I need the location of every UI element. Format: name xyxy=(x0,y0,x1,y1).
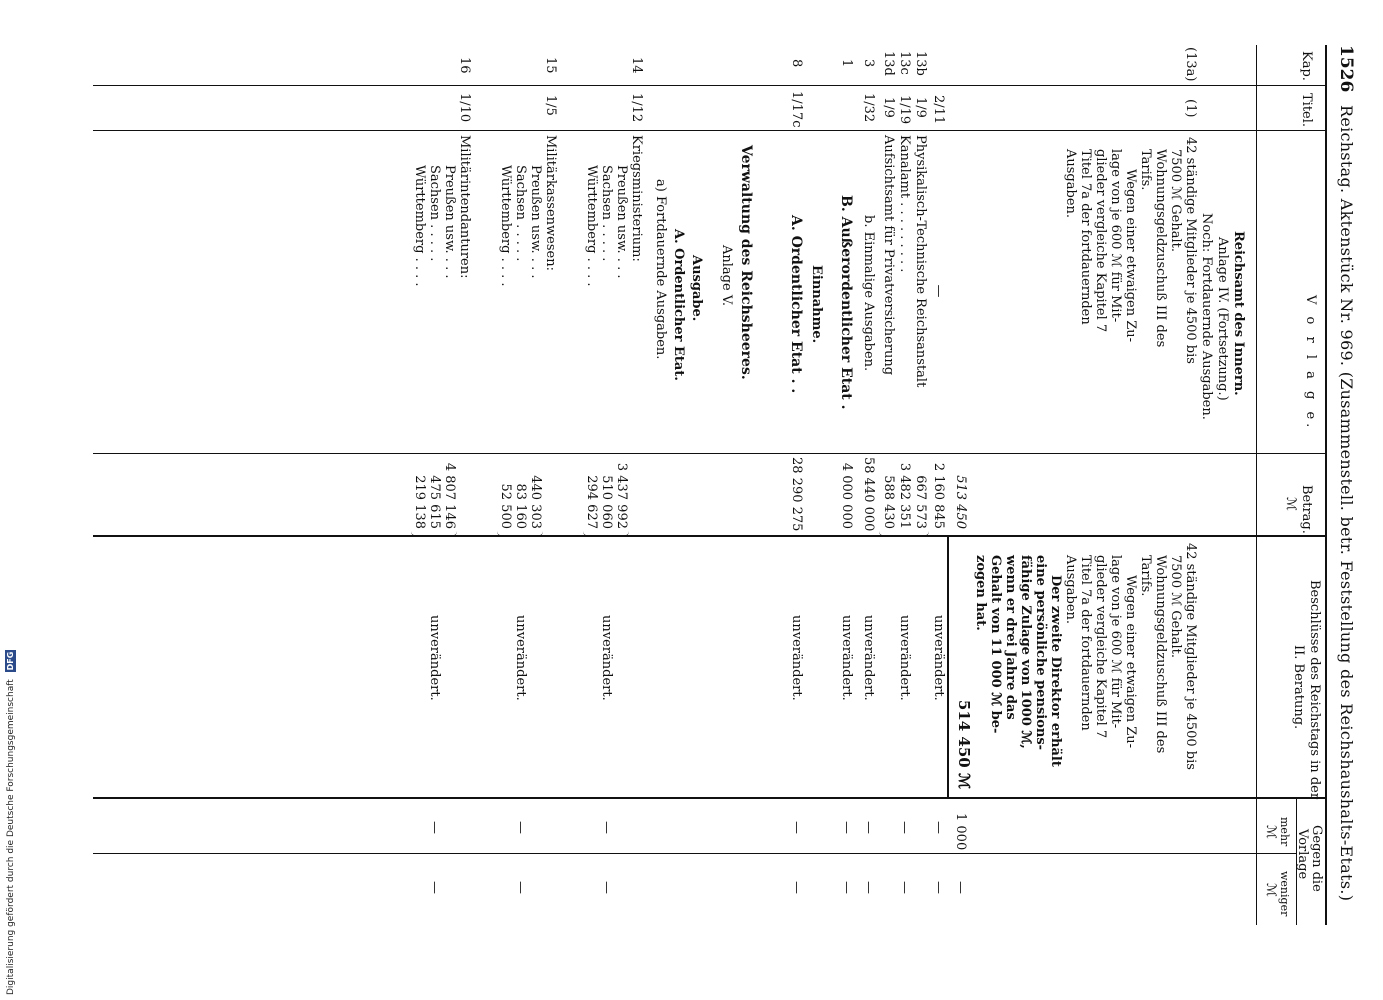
group-item-value: 294 627 xyxy=(584,475,599,529)
beschluss-einmalige: unverändert. xyxy=(861,615,876,701)
titel-13b: 1/9 xyxy=(913,97,928,118)
rule-kap xyxy=(93,85,1327,86)
betrag-einmalige: 58 440 000 xyxy=(861,457,876,532)
group-item-name: Preußen usw. . . . xyxy=(442,165,457,279)
beschluss-line: Tarifs. xyxy=(1138,555,1153,597)
text-13c: Kanalamt . . . . . . . . . xyxy=(897,135,912,273)
group-item-value: 440 303 xyxy=(528,475,543,529)
page-number: 1526 xyxy=(1336,45,1356,93)
row-dash: — xyxy=(931,284,946,298)
col-titel: Titel. xyxy=(1299,93,1314,128)
group-item-name: Preußen usw. . . . xyxy=(528,165,543,279)
titel-1: (1) xyxy=(1183,99,1198,118)
group-mehr: — xyxy=(599,821,614,834)
heer-etat: A. Ordentlicher Etat. xyxy=(671,229,686,381)
rule-gegen xyxy=(1296,797,1297,925)
titel-15: 1/5 xyxy=(543,95,558,116)
brace-13 xyxy=(879,531,929,537)
vorlage-line: 42 ständige Mitglieder je 4500 bis xyxy=(1183,137,1198,364)
vorlage-line: Ausgaben. xyxy=(1063,149,1078,219)
group-item-name: Württemberg . . . . xyxy=(584,165,599,287)
vorlage-line: lage von je 600 ℳ für Mit- xyxy=(1108,149,1123,323)
titel-2-11: 2/11 xyxy=(931,95,946,125)
weniger-ausserordentlich: — xyxy=(839,881,854,894)
group-weniger: — xyxy=(599,881,614,894)
betrag-ausserordentlich: 4 000 000 xyxy=(839,462,854,529)
titel-16: 1/10 xyxy=(457,93,472,123)
col-mehr-unit: ℳ xyxy=(1263,825,1278,839)
beschluss-bold-line: wenn er drei Jahre das xyxy=(1003,555,1018,720)
titel-1-32: 1/32 xyxy=(861,93,876,123)
group-mehr: — xyxy=(513,821,528,834)
brace-15 xyxy=(497,531,543,537)
titel-1-17c: 1/17c xyxy=(789,91,804,128)
group-item-value: 52 500 xyxy=(498,483,513,529)
text-13b: Physikalisch-Technische Reichsanstalt xyxy=(913,135,928,388)
kap-8: 8 xyxy=(789,59,804,68)
credit-text: Digitalisierung gefördert durch die Deutsche Forschungsgemeinschaft xyxy=(6,679,16,995)
betrag-2-11: 2 160 845 xyxy=(931,462,946,529)
beschluss-subtotal: 514 450 ℳ xyxy=(955,699,973,789)
dfg-logo: DFG xyxy=(6,651,15,671)
beschluss-line: Ausgaben. xyxy=(1063,555,1078,625)
einnahme-text: A. Ordentlicher Etat . . xyxy=(788,215,804,394)
beschluss-2-11: unverändert. xyxy=(931,615,946,701)
kap-3: 3 xyxy=(861,59,876,68)
text-ausserordentlich: B. Außerordentlicher Etat . xyxy=(838,195,854,410)
group-item-name: Sachsen . . . . . xyxy=(427,165,442,262)
kap-13d: 13d xyxy=(881,51,896,76)
vorlage-line: Titel 7a der fortdauernden xyxy=(1078,149,1093,325)
col-betrag-unit: ℳ xyxy=(1283,497,1298,511)
betrag-13b: 667 573 xyxy=(913,475,928,529)
rotated-page xyxy=(93,45,1356,925)
vorlage-line: Wegen einer etwaigen Zu- xyxy=(1123,169,1138,343)
rule-vorlage xyxy=(93,453,1327,454)
brace-16 xyxy=(411,531,457,537)
vorlage-subtotal: 513 450 xyxy=(953,475,968,529)
rule-betrag xyxy=(93,535,1327,537)
col-betrag: Betrag. xyxy=(1299,485,1314,534)
einnahme-beschluss: unverändert. xyxy=(789,615,804,701)
group-label: Militärkassenwesen: xyxy=(543,135,558,271)
beschluss-line: lage von je 600 ℳ für Mit- xyxy=(1108,555,1123,729)
kap-15: 15 xyxy=(543,57,558,74)
titel-13d: 1/9 xyxy=(881,97,896,118)
rule-beschluss xyxy=(93,797,1327,799)
subtotal-rule xyxy=(947,535,949,797)
page-title: Reichstag. Aktenstück Nr. 969. (Zusammenstell. betr. Feststellung des Reichshaushalts-Etats.) xyxy=(1337,105,1356,902)
group-item-value: 83 160 xyxy=(513,483,528,529)
group-item-name: Preußen usw. . . . xyxy=(614,165,629,279)
group-label: Kriegsministerium: xyxy=(629,135,644,262)
betrag-13c: 3 482 351 xyxy=(897,462,912,529)
brace-14 xyxy=(583,531,629,537)
weniger-2-11: — xyxy=(931,881,946,894)
beschluss-line: Wegen einer etwaigen Zu- xyxy=(1123,575,1138,749)
noch-fortdauernde: Noch: Fortdauernde Ausgaben. xyxy=(1199,213,1214,420)
beschluss-ausserordentlich: unverändert. xyxy=(839,615,854,701)
kap-13a: (13a) xyxy=(1183,47,1198,82)
betrag-13d: 588 430 xyxy=(881,475,896,529)
anlage-iv: Anlage IV. (Fortsetzung.) xyxy=(1215,237,1230,401)
col-mehr: mehr xyxy=(1278,817,1291,847)
text-13d: Aufsichtsamt für Privatversicherung xyxy=(881,135,896,376)
einnahme-betrag: 28 290 275 xyxy=(789,457,804,532)
beschluss-13c: unverändert. xyxy=(897,615,912,701)
col-beschluesse-2: II. Beratung. xyxy=(1291,645,1306,730)
mehr-13c: — xyxy=(897,821,912,834)
kap-13b: 13b xyxy=(913,51,928,76)
group-mehr: — xyxy=(427,821,442,834)
running-header xyxy=(1333,45,1356,925)
einnahme-mehr: — xyxy=(789,821,804,834)
beschluss-bold-line: zogen hat. xyxy=(973,555,988,631)
kap-13c: 13c xyxy=(897,51,912,75)
col-gegen-1: Gegen die xyxy=(1309,825,1324,892)
weniger-13c: — xyxy=(897,881,912,894)
mehr-value: 1 000 xyxy=(953,813,968,851)
beschluss-line: 7500 ℳ Gehalt. xyxy=(1168,555,1183,658)
header-rule xyxy=(1325,45,1327,925)
group-item-name: Sachsen . . . . . xyxy=(513,165,528,262)
beschluss-bold-line: eine persönliche pensions- xyxy=(1033,555,1048,751)
heer-ausgabe: Ausgabe. xyxy=(689,255,704,322)
titel-13c: 1/19 xyxy=(897,95,912,125)
einnahme-weniger: — xyxy=(789,881,804,894)
titel-14: 1/12 xyxy=(629,93,644,123)
col-gegen-2: Vorlage xyxy=(1295,829,1310,880)
vorlage-line: glieder vergleiche Kapitel 7 xyxy=(1093,149,1108,333)
section-heading-innern: Reichsamt des Innern. xyxy=(1231,231,1246,396)
group-item-name: Württemberg . . . . xyxy=(498,165,513,287)
vorlage-line: Tarifs. xyxy=(1138,149,1153,191)
mehr-einmalige: — xyxy=(861,821,876,834)
vorlage-line: Wohnungsgeldzuschuß III des xyxy=(1153,149,1168,348)
heer-heading: Verwaltung des Reichsheeres. xyxy=(738,145,754,380)
mehr-2-11: — xyxy=(931,821,946,834)
kap-14: 14 xyxy=(629,57,644,74)
col-beschluesse-1: Beschlüsse des Reichstags in der xyxy=(1307,580,1322,800)
group-item-value: 219 138 xyxy=(412,475,427,529)
group-item-value: 4 807 146 xyxy=(442,462,457,529)
beschluss-line: 42 ständige Mitglieder je 4500 bis xyxy=(1183,543,1198,770)
heer-anlage: Anlage V. xyxy=(719,245,734,307)
col-kap: Kap. xyxy=(1299,51,1314,81)
text-einmalige: b. Einmalige Ausgaben. xyxy=(861,215,876,372)
mehr-ausserordentlich: — xyxy=(839,821,854,834)
heer-fortd: a) Fortdauernde Ausgaben. xyxy=(653,179,668,360)
group-beschluss: unverändert. xyxy=(599,615,614,701)
header-bottom-rule xyxy=(1256,45,1257,925)
group-weniger: — xyxy=(427,881,442,894)
col-weniger-unit: ℳ xyxy=(1263,883,1278,897)
digitization-credit xyxy=(4,605,18,995)
rule-mehr xyxy=(93,853,1297,854)
beschluss-line: Titel 7a der fortdauernden xyxy=(1078,555,1093,731)
group-beschluss: unverändert. xyxy=(427,615,442,701)
kap-16: 16 xyxy=(457,57,472,74)
group-item-value: 3 437 992 xyxy=(614,462,629,529)
group-label: Militärintendanturen: xyxy=(457,135,472,279)
group-item-name: Württemberg . . . . xyxy=(412,165,427,287)
col-weniger: weniger xyxy=(1278,871,1291,917)
weniger-dash: — xyxy=(953,881,968,894)
col-vorlage: V o r l a g e. xyxy=(1303,295,1318,432)
beschluss-line: glieder vergleiche Kapitel 7 xyxy=(1093,555,1108,739)
beschluss-bold-line: fähige Zulage von 1000 ℳ, xyxy=(1018,555,1033,749)
weniger-einmalige: — xyxy=(861,881,876,894)
beschluss-bold-line: Der zweite Direktor erhält xyxy=(1048,575,1063,767)
rule-titel xyxy=(93,130,1327,131)
beschluss-line: Wohnungsgeldzuschuß III des xyxy=(1153,555,1168,754)
kap-1: 1 xyxy=(839,59,854,68)
group-beschluss: unverändert. xyxy=(513,615,528,701)
group-item-value: 475 615 xyxy=(427,475,442,529)
beschluss-bold-line: Gehalt von 11 000 ℳ be- xyxy=(988,555,1003,734)
group-weniger: — xyxy=(513,881,528,894)
group-item-value: 510 060 xyxy=(599,475,614,529)
einnahme-heading: Einnahme. xyxy=(809,265,824,344)
vorlage-line: 7500 ℳ Gehalt. xyxy=(1168,149,1183,252)
group-item-name: Sachsen . . . . . xyxy=(599,165,614,262)
